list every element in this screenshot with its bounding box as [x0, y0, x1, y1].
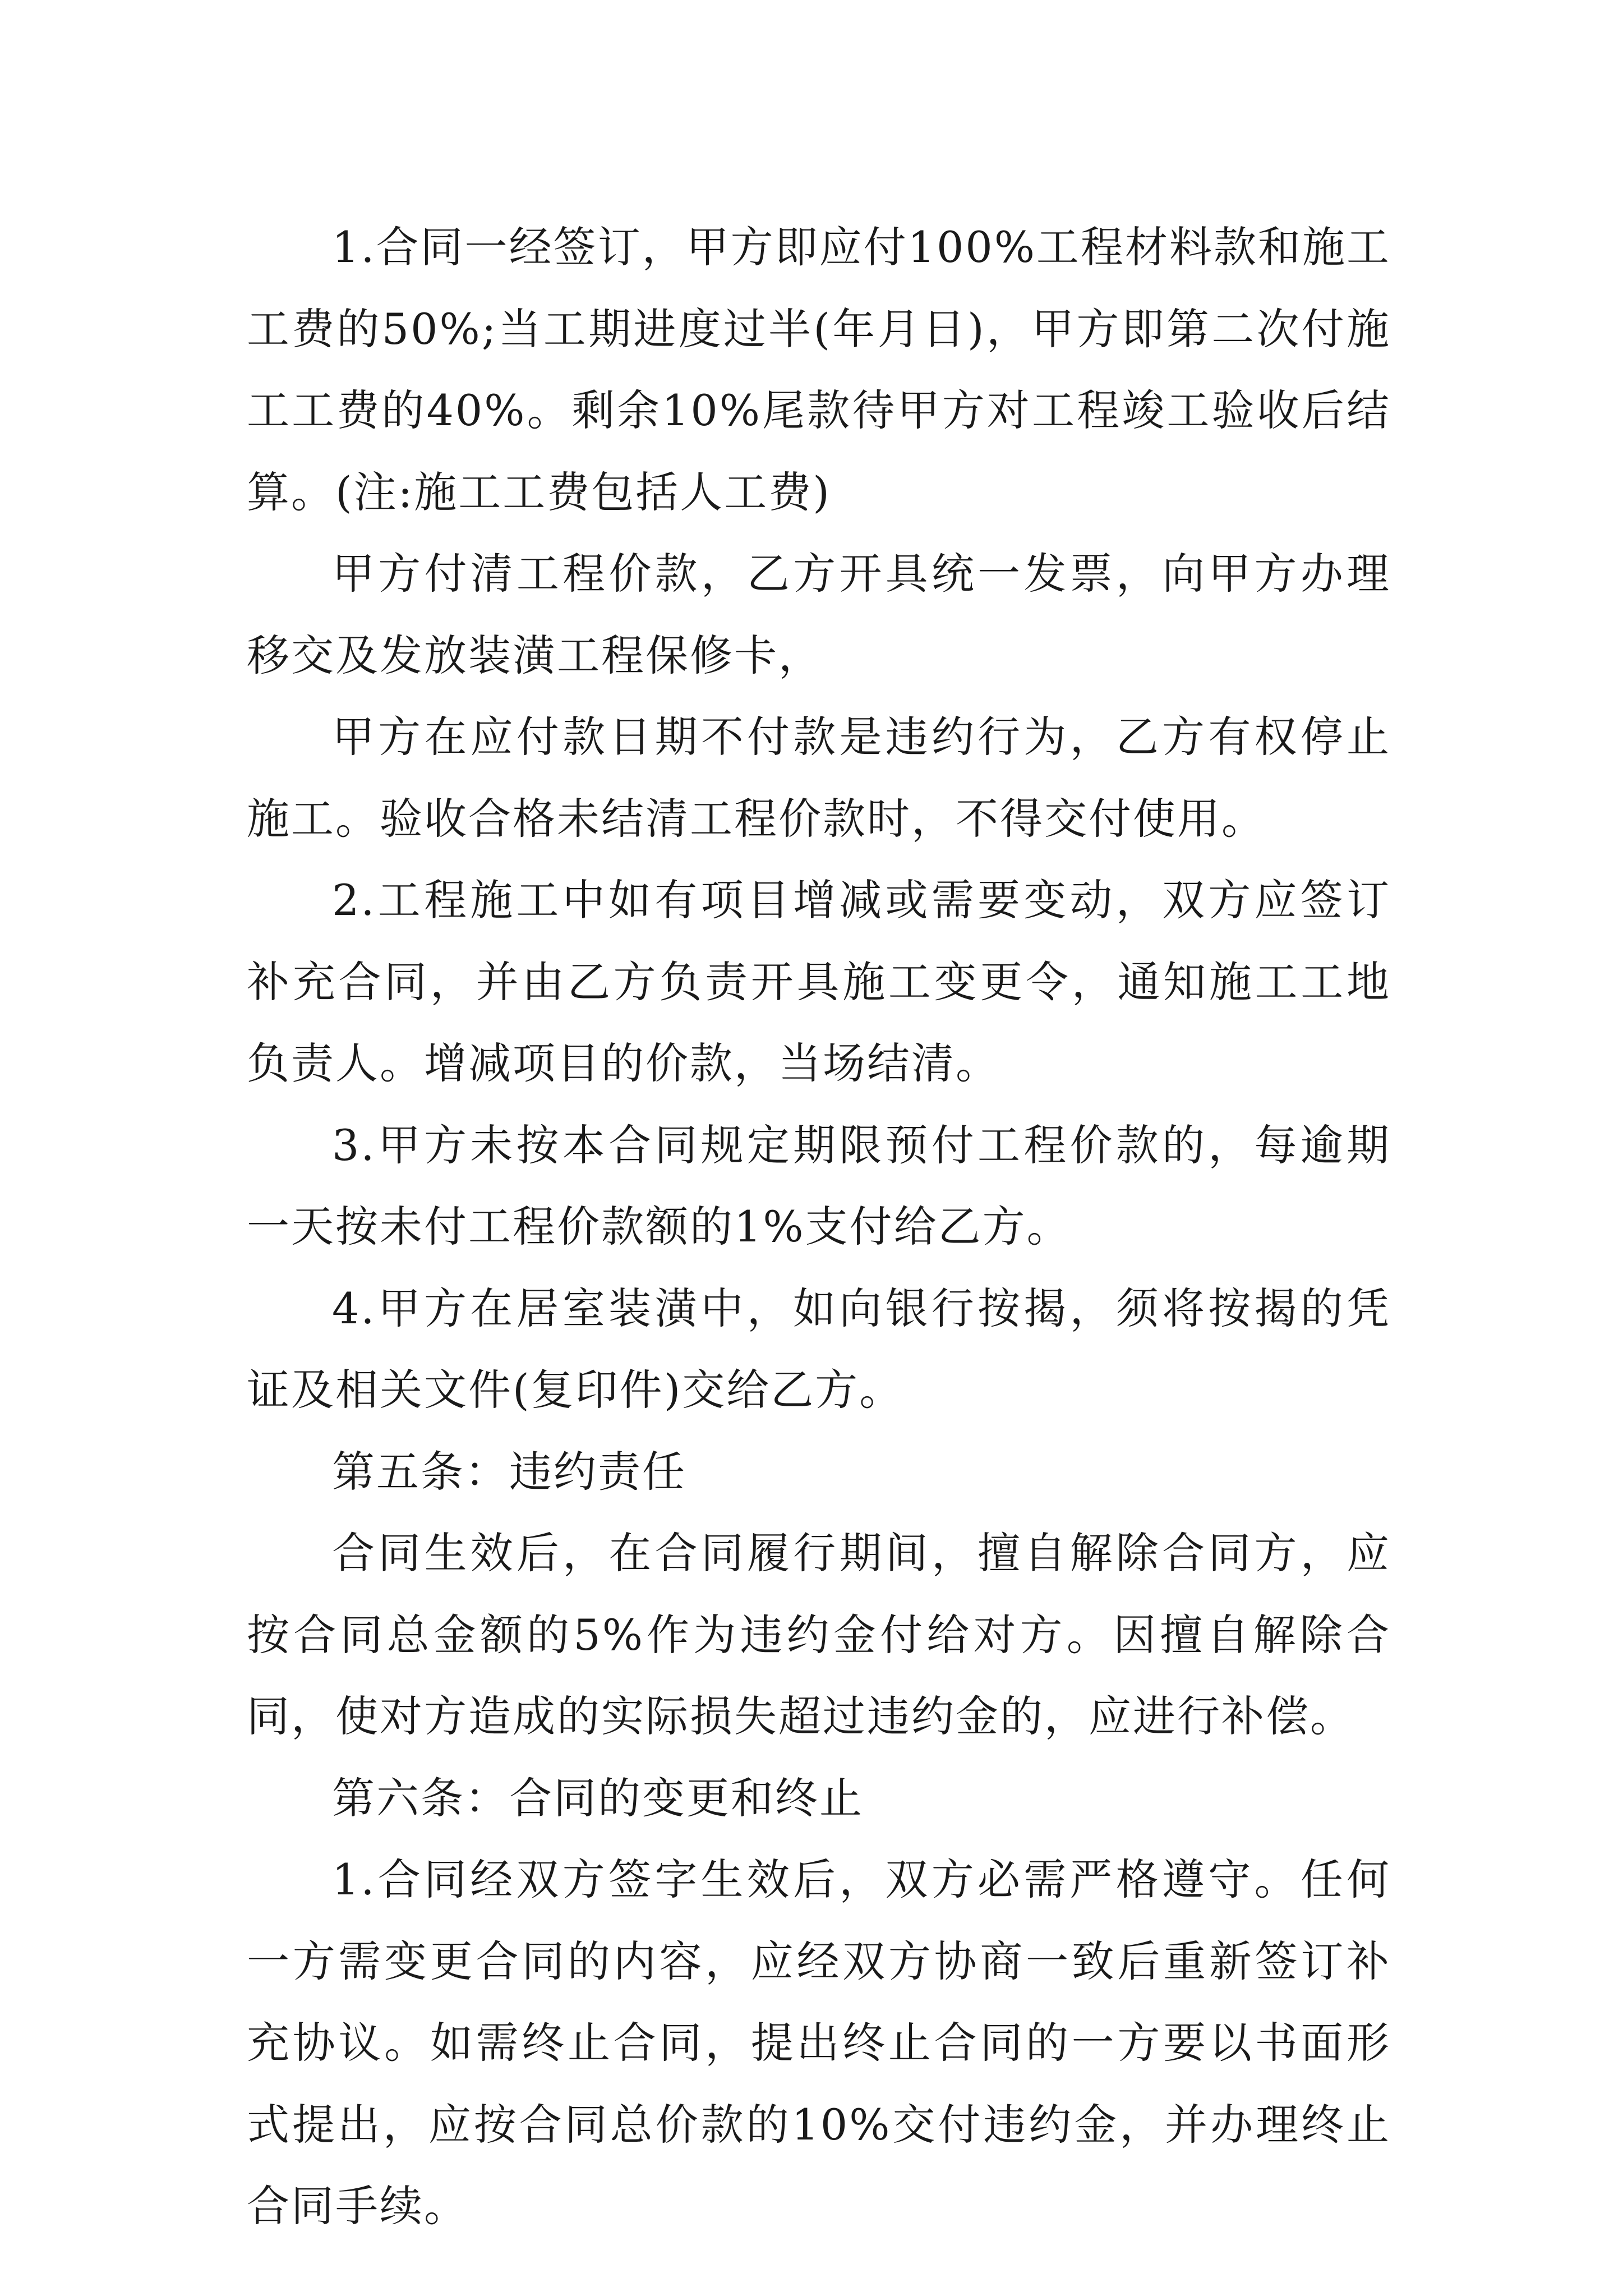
mortgage-paragraph: 4.甲方在居室装潢中，如向银行按揭，须将按揭的凭证及相关文件(复印件)交给乙方。 — [247, 1283, 1391, 1415]
payment-terms-paragraph: 1.合同一经签订，甲方即应付100%工程材料款和施工工费的50%;当工期进度过半(年月日)，甲方即第二次付施工工费的40%。剩余10%尾款待甲方对工程竣工验收后结算。(注:施工工费包括人工费) — [247, 222, 1391, 517]
overdue-penalty-paragraph: 3.甲方未按本合同规定期限预付工程价款的，每逾期一天按未付工程价款额的1%支付给乙方。 — [247, 1120, 1391, 1251]
document-body — [247, 206, 1391, 2247]
article-five-heading: 第五条：违约责任 — [332, 1446, 686, 1497]
late-payment-paragraph: 甲方在应付款日期不付款是违约行为，乙方有权停止施工。验收合格未结清工程价款时，不得交付使用。 — [247, 712, 1391, 844]
invoice-warranty-paragraph: 甲方付清工程价款，乙方开具统一发票，向甲方办理移交及发放装潢工程保修卡， — [247, 549, 1391, 680]
change-termination-paragraph: 1.合同经双方签字生效后，双方必需严格遵守。任何一方需变更合同的内容，应经双方协商一致后重新签订补充协议。如需终止合同，提出终止合同的一方要以书面形式提出，应按合同总价款的10%交付违约金，并办理终止合同手续。 — [247, 1855, 1391, 2231]
breach-liability-paragraph: 合同生效后，在合同履行期间，擅自解除合同方，应按合同总金额的5%作为违约金付给对方。因擅自解除合同，使对方造成的实际损失超过违约金的，应进行补偿。 — [247, 1528, 1391, 1741]
article-six-heading: 第六条：合同的变更和终止 — [332, 1773, 864, 1823]
change-order-paragraph: 2.工程施工中如有项目增减或需要变动，双方应签订补充合同，并由乙方负责开具施工变更令，通知施工工地负责人。增减项目的价款，当场结清。 — [247, 875, 1391, 1088]
